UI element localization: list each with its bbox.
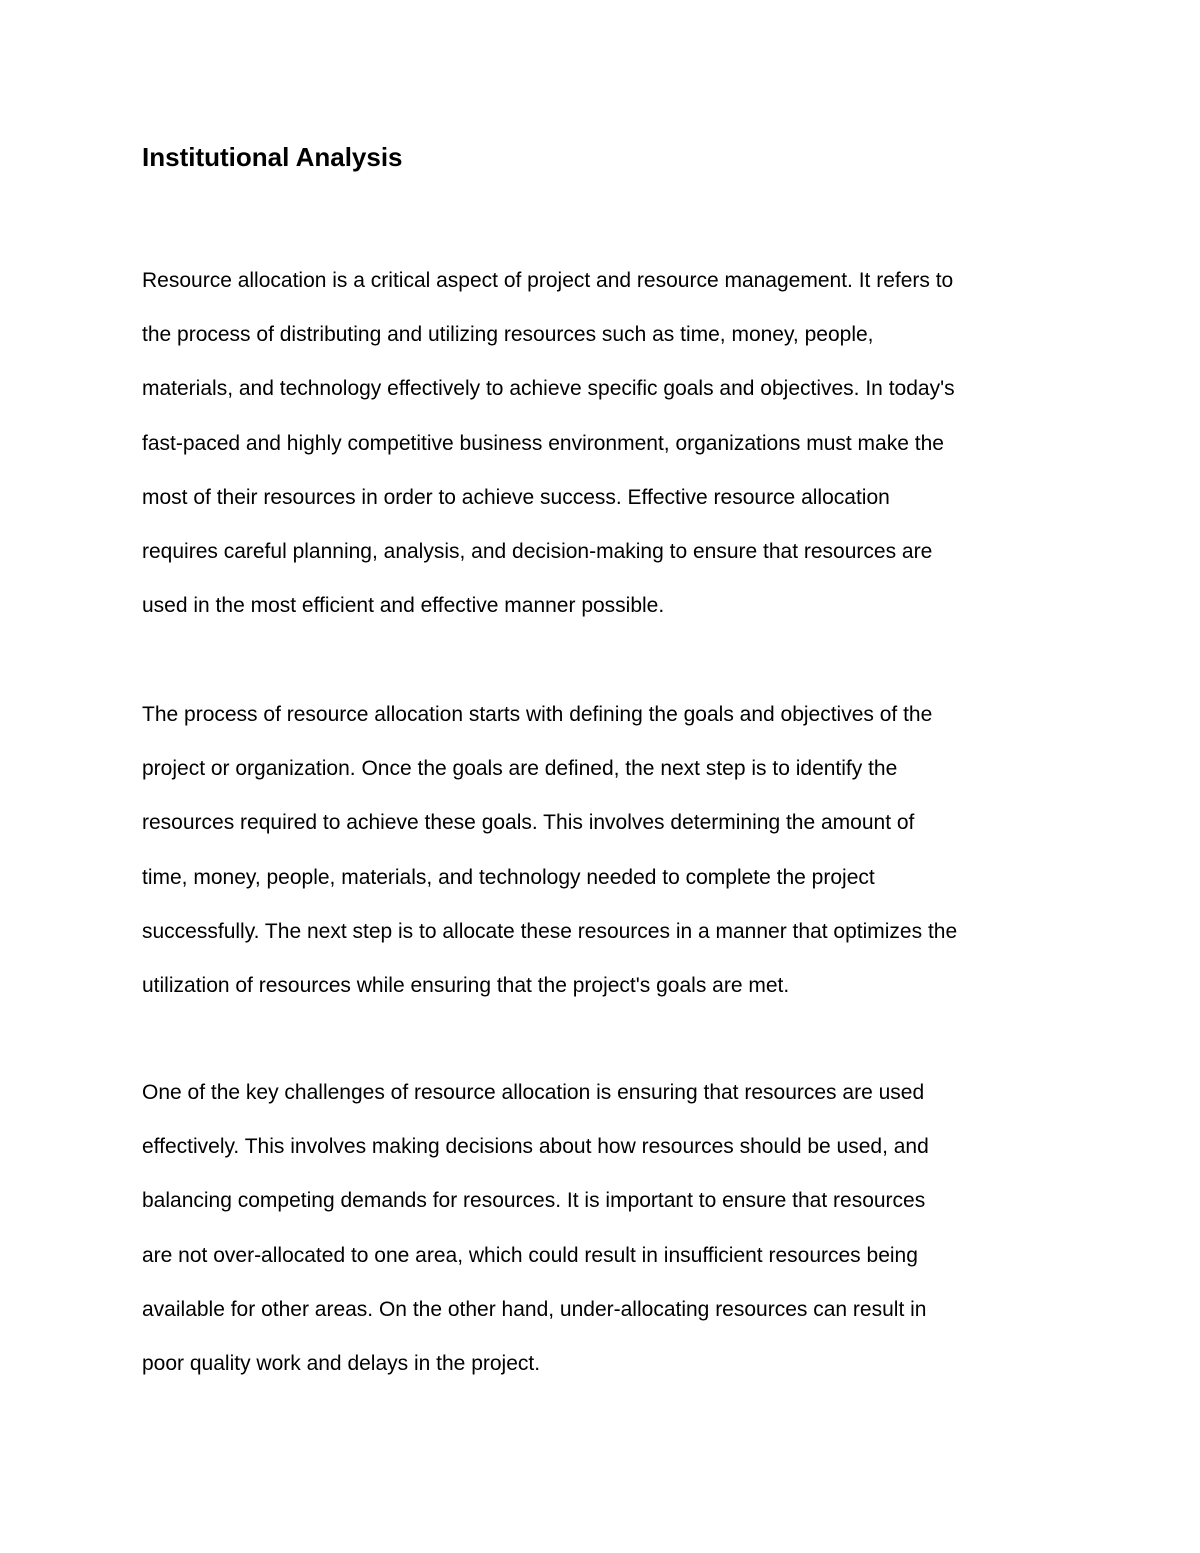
paragraph-line: are not over-allocated to one area, which could result in insufficient resources being — [142, 1243, 918, 1267]
paragraph-line: fast-paced and highly competitive business environment, organizations must make the — [142, 431, 944, 455]
paragraph-line: Resource allocation is a critical aspect of project and resource management. It refers to — [142, 269, 954, 292]
paragraph-allocation-challenges — [142, 1066, 1062, 1391]
paragraph-resource-allocation-intro — [142, 254, 1062, 633]
paragraph-line: most of their resources in order to achieve success. Effective resource allocation — [142, 485, 890, 509]
paragraph-line: The process of resource allocation starts with defining the goals and objectives of the — [142, 703, 933, 726]
paragraph-line: One of the key challenges of resource allocation is ensuring that resources are used — [142, 1081, 925, 1104]
document-title: Institutional Analysis — [142, 142, 403, 172]
paragraph-line: poor quality work and delays in the project. — [142, 1351, 541, 1375]
paragraph-line: available for other areas. On the other hand, under-allocating resources can result in — [142, 1297, 927, 1321]
paragraph-line: balancing competing demands for resources. It is important to ensure that resources — [142, 1189, 926, 1213]
paragraph-line: time, money, people, materials, and technology needed to complete the project — [142, 865, 875, 889]
paragraph-line: the process of distributing and utilizing resources such as time, money, people, — [142, 323, 874, 347]
paragraph-line: used in the most efficient and effective manner possible. — [142, 594, 665, 618]
paragraph-allocation-process — [142, 688, 1062, 1013]
paragraph-line: effectively. This involves making decisions about how resources should be used, and — [142, 1135, 929, 1159]
paragraph-line: utilization of resources while ensuring that the project's goals are met. — [142, 973, 790, 997]
paragraph-line: project or organization. Once the goals are defined, the next step is to identify the — [142, 757, 898, 781]
paragraph-line: materials, and technology effectively to achieve specific goals and objectives. In today's — [142, 377, 955, 401]
paragraph-line: successfully. The next step is to allocate these resources in a manner that optimizes the — [142, 919, 958, 943]
paragraph-line: requires careful planning, analysis, and decision-making to ensure that resources are — [142, 539, 933, 563]
paragraph-line: resources required to achieve these goals. This involves determining the amount of — [142, 811, 915, 835]
